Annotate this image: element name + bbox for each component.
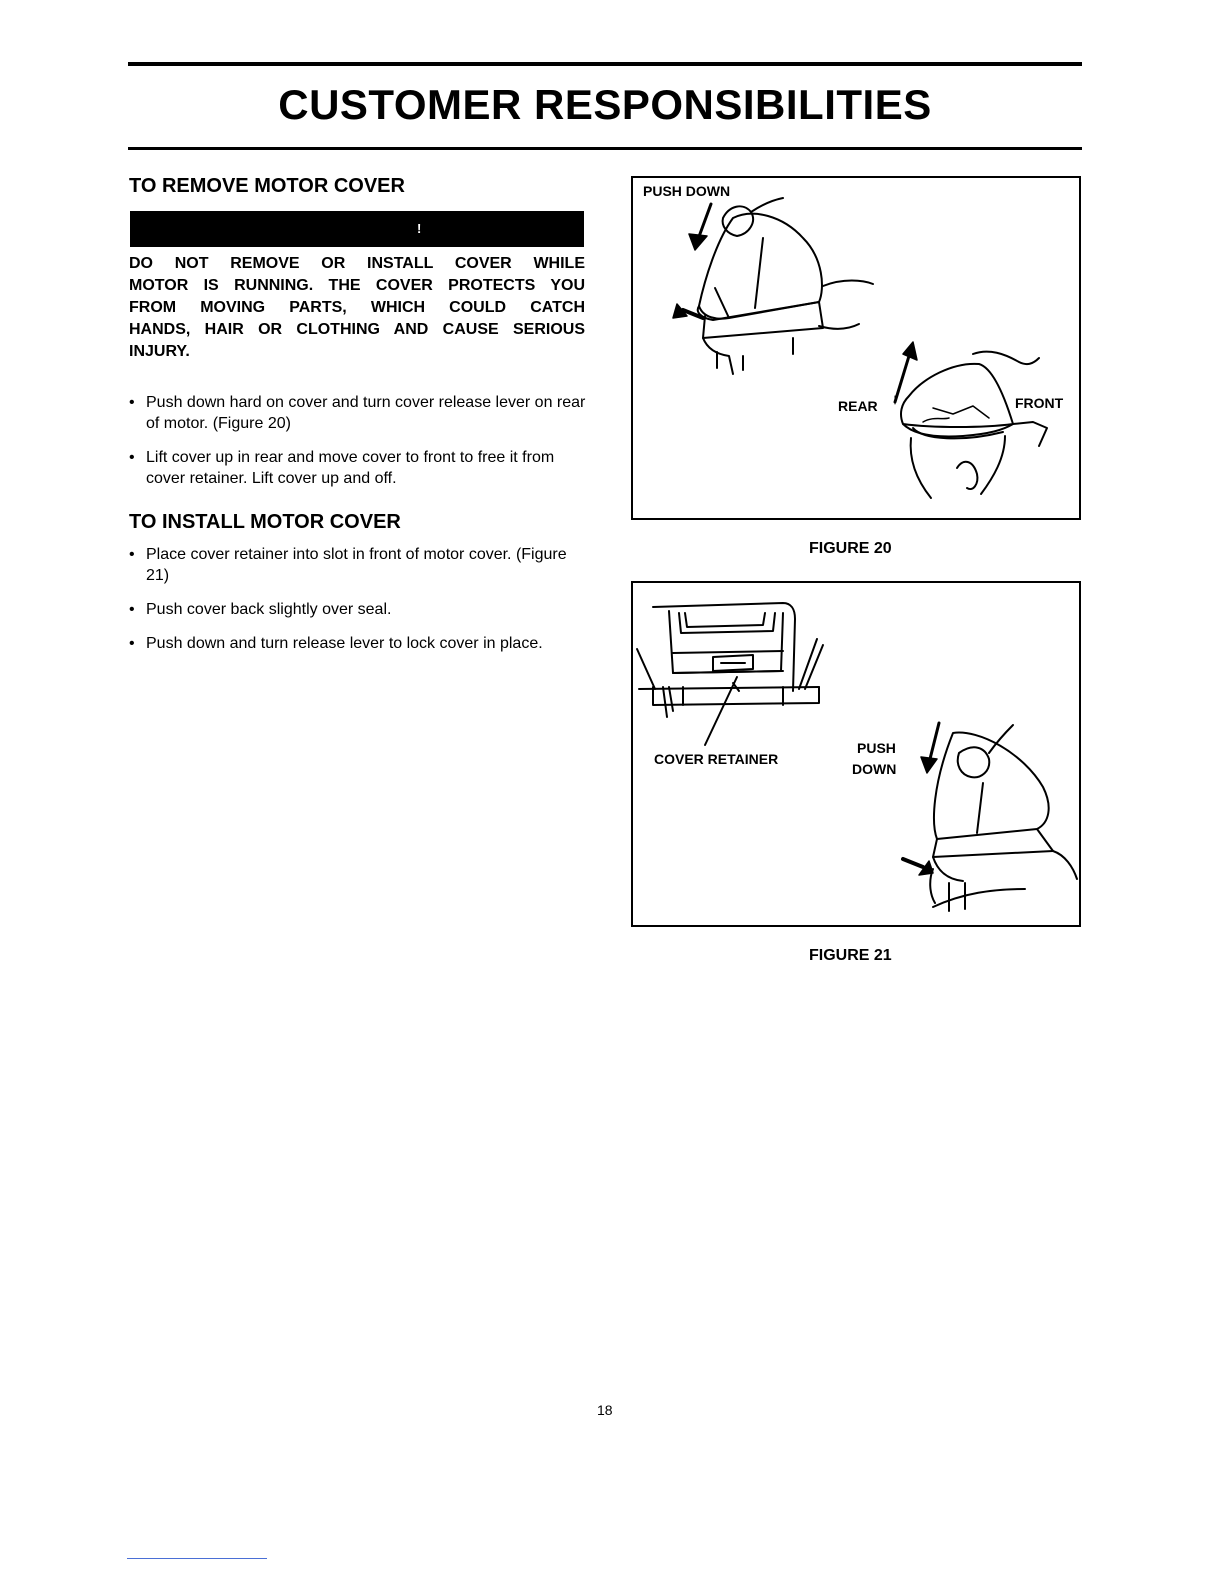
step-text: Push cover back slightly over seal. bbox=[146, 601, 392, 618]
top-rule bbox=[128, 62, 1082, 66]
warning-line: MOTOR IS RUNNING. THE COVER PROTECTS YOU bbox=[129, 277, 585, 294]
bullet: • bbox=[129, 635, 135, 652]
remove-cover-heading: TO REMOVE MOTOR COVER bbox=[129, 175, 405, 197]
step-text: Push down and turn release lever to lock cover in place. bbox=[146, 635, 543, 652]
warning-line: FROM MOVING PARTS, WHICH COULD CATCH bbox=[129, 299, 585, 316]
down-label: DOWN bbox=[852, 761, 897, 777]
push-label: PUSH bbox=[857, 740, 896, 756]
figure-20-illustration bbox=[633, 178, 1079, 518]
warning-line: DO NOT REMOVE OR INSTALL COVER WHILE bbox=[129, 255, 585, 272]
cover-retainer-label: COVER RETAINER bbox=[654, 751, 779, 767]
figure-21-caption: FIGURE 21 bbox=[809, 947, 892, 964]
bullet: • bbox=[129, 449, 135, 466]
install-steps-list bbox=[129, 544, 589, 667]
list-item bbox=[129, 392, 589, 434]
remove-steps-list bbox=[129, 392, 589, 502]
warning-banner bbox=[130, 211, 584, 247]
step-text: Push down hard on cover and turn cover release lever on rear of motor. (Figure 20) bbox=[146, 394, 586, 432]
list-item bbox=[129, 447, 589, 489]
figure-20-caption: FIGURE 20 bbox=[809, 540, 892, 557]
page-number: 18 bbox=[597, 1402, 613, 1418]
title-rule bbox=[128, 147, 1082, 150]
list-item bbox=[129, 633, 589, 654]
front-label: FRONT bbox=[1015, 395, 1064, 411]
step-text: Lift cover up in rear and move cover to front to free it from cover retainer. Lift cover up and off. bbox=[146, 449, 555, 487]
warning-line: HANDS, HAIR OR CLOTHING AND CAUSE SERIOUS bbox=[129, 321, 585, 338]
figure-20 bbox=[631, 176, 1081, 520]
bullet: • bbox=[129, 601, 135, 618]
push-down-label: PUSH DOWN bbox=[643, 183, 731, 199]
warning-text bbox=[129, 253, 585, 363]
install-cover-heading: TO INSTALL MOTOR COVER bbox=[129, 511, 401, 533]
page-title: CUSTOMER RESPONSIBILITIES bbox=[278, 81, 932, 128]
footer-line bbox=[127, 1558, 267, 1559]
rear-label: REAR bbox=[838, 398, 878, 414]
step-text: Place cover retainer into slot in front of motor cover. (Figure 21) bbox=[146, 546, 567, 584]
bullet: • bbox=[129, 394, 135, 411]
list-item bbox=[129, 599, 589, 620]
list-item bbox=[129, 544, 589, 586]
warning-line: INJURY. bbox=[129, 343, 190, 360]
warning-mark: ! bbox=[417, 221, 422, 236]
bullet: • bbox=[129, 546, 135, 563]
